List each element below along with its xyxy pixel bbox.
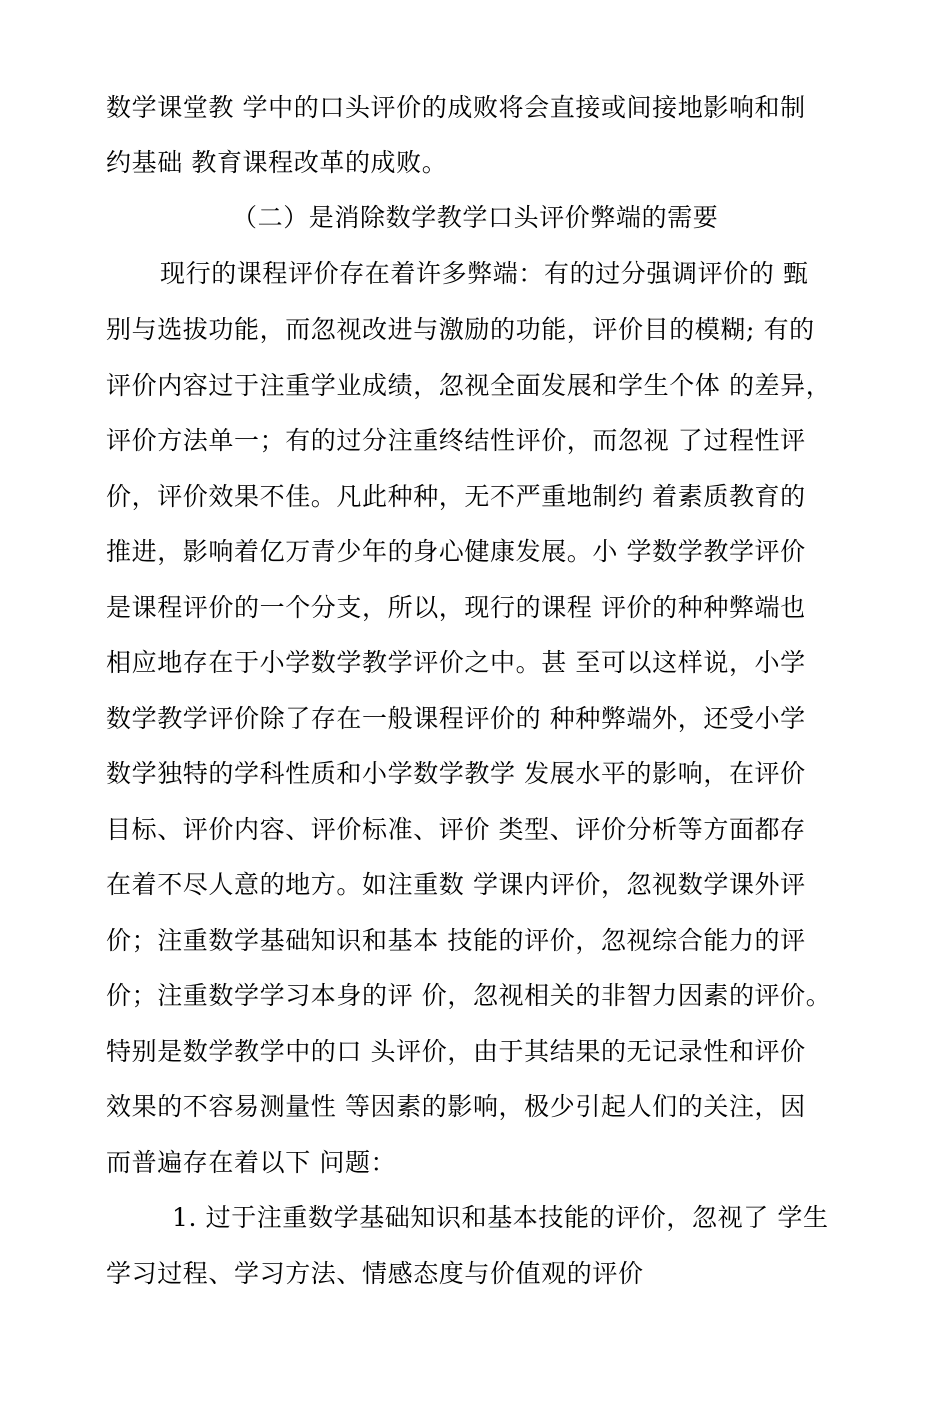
text-line: 学习过程、学习方法、情感态度与价值观的评价 (106, 1259, 644, 1288)
text-line: 数学教学评价除了存在一般课程评价的 种种弊端外，还受小学 (106, 704, 806, 733)
section-heading: （二）是消除数学教学口头评价弊端的需要 (232, 203, 719, 232)
text-line: 特别是数学教学中的口 头评价，由于其结果的无记录性和评价 (106, 1037, 806, 1066)
text-line: 而普遍存在着以下 问题： (106, 1148, 397, 1177)
text-line: 价；注重数学基础知识和基本 技能的评价，忽视综合能力的评 (106, 926, 806, 955)
text-line: 价，评价效果不佳。凡此种种，无不严重地制约 着素质教育的 (106, 482, 806, 511)
text-line: 现行的课程评价存在着许多弊端：有的过分强调评价的 甄 (160, 259, 809, 288)
text-line: 评价内容过于注重学业成绩，忽视全面发展和学生个体 的差异， (106, 371, 832, 400)
text-line: 数学独特的学科性质和小学数学教学 发展水平的影响，在评价 (106, 759, 806, 788)
text-line: 价；注重数学学习本身的评 价，忽视相关的非智力因素的评价。 (106, 981, 832, 1010)
text-line: 在着不尽人意的地方。如注重数 学课内评价，忽视数学课外评 (106, 870, 806, 899)
text-line: 效果的不容易测量性 等因素的影响，极少引起人们的关注，因 (106, 1092, 806, 1121)
list-item: 1. 过于注重数学基础知识和基本技能的评价，忽视了 学生 (172, 1203, 829, 1232)
text-line: 推进，影响着亿万青少年的身心健康发展。小 学数学教学评价 (106, 537, 806, 566)
text-line: 别与选拔功能，而忽视改进与激励的功能，评价目的模糊; 有的 (106, 315, 815, 344)
text-line: 目标、评价内容、评价标准、评价 类型、评价分析等方面都存 (106, 815, 806, 844)
text-line: 是课程评价的一个分支，所以，现行的课程 评价的种种弊端也 (106, 593, 806, 622)
text-line: 约基础 教育课程改革的成败。 (106, 148, 448, 177)
text-line: 数学课堂教 学中的口头评价的成败将会直接或间接地影响和制 (106, 93, 806, 122)
text-line: 相应地存在于小学数学教学评价之中。甚 至可以这样说，小学 (106, 648, 806, 677)
text-line: 评价方法单一；有的过分注重终结性评价，而忽视 了过程性评 (106, 426, 806, 455)
